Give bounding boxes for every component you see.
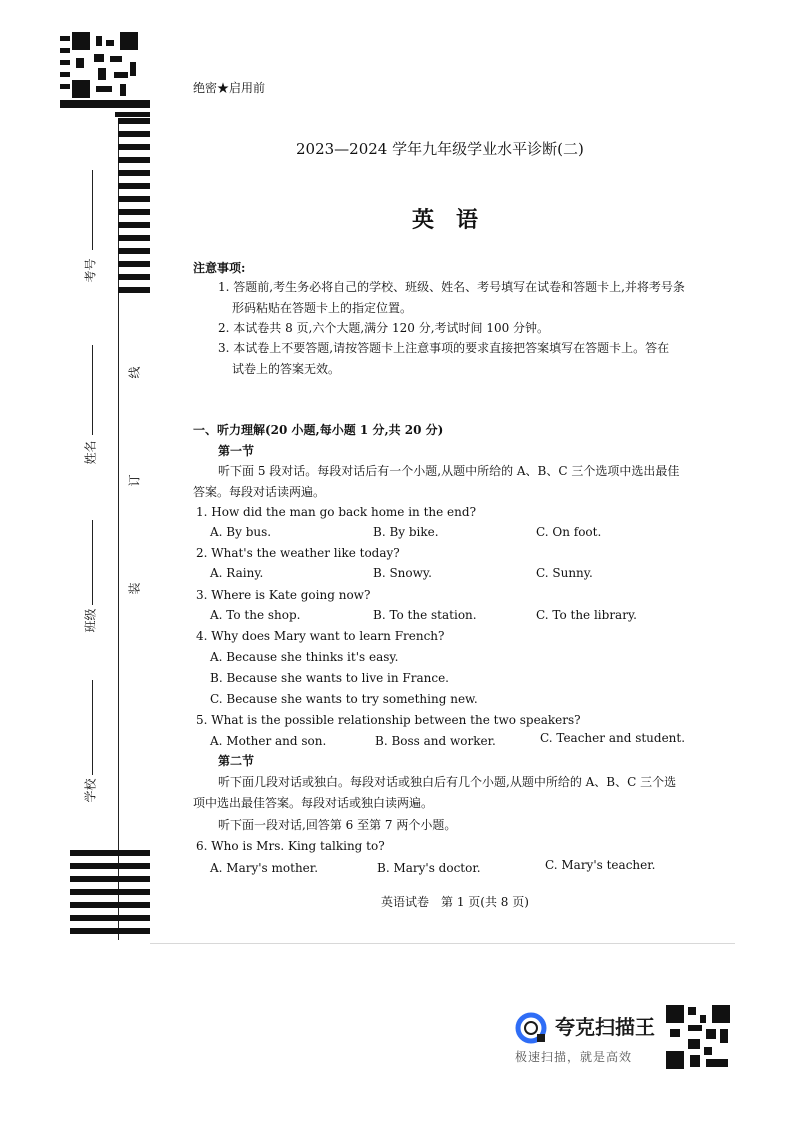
notes-item: 1. 答题前,考生务必将自己的学校、班级、姓名、考号填写在试卷和答题卡上,并将考号条 [218,280,685,294]
option-c: C. Because she wants to try something new. [210,692,478,706]
label-kaohao: 考号 [83,258,98,283]
binding-stripe [118,287,150,293]
page-footer: 英语试卷 第 1 页(共 8 页) [381,895,529,909]
option-a: A. Rainy. [210,566,264,580]
banji-underline [92,520,93,605]
binding-stripe [118,157,150,163]
scanner-logo-icon [515,1012,547,1044]
option-b: B. Because she wants to live in France. [210,671,449,685]
subject-title: 英 语 [412,207,479,233]
label-ding: 订 [127,474,142,487]
binding-stripe [118,222,150,228]
binding-bar [60,60,70,65]
question: 6. Who is Mrs. King talking to? [196,839,385,853]
question: 3. Where is Kate going now? [196,588,371,602]
part-heading: 第二节 [218,754,255,768]
option-b: B. Mary's doctor. [377,861,481,875]
binding-stripe [70,902,150,908]
binding-stripe [118,144,150,150]
scanner-slogan: 极速扫描，就是高效 [515,1050,633,1064]
notes-item: 试卷上的答案无效。 [232,362,341,376]
notes-item: 2. 本试卷共 8 页,六个大题,满分 120 分,考试时间 100 分钟。 [218,321,550,335]
label-xingming: 姓名 [83,440,98,465]
scanner-brand: 夸克扫描王 [555,1015,655,1039]
section-heading: 一、听力理解(20 小题,每小题 1 分,共 20 分) [193,423,444,437]
option-a: A. Because she thinks it's easy. [210,650,399,664]
instruction-text: 项中选出最佳答案。每段对话或独白读两遍。 [193,796,434,810]
binding-stripe [70,928,150,934]
instruction-text: 听下面一段对话,回答第 6 至第 7 两个小题。 [218,818,457,832]
question: 4. Why does Mary want to learn French? [196,629,445,643]
label-banji: 班级 [83,608,98,633]
notes-item: 形码粘贴在答题卡上的指定位置。 [232,301,413,315]
instruction-text: 听下面几段对话或独白。每段对话或独白后有几个小题,从题中所给的 A、B、C 三个选 [218,775,677,789]
binding-bar [60,48,70,53]
binding-stripe [70,876,150,882]
option-b: B. To the station. [373,608,477,622]
binding-stripe [118,196,150,202]
label-zhuang: 装 [127,582,142,595]
footer-divider [150,943,735,944]
qr-code-bottom [666,1005,730,1069]
question: 5. What is the possible relationship between the two speakers? [196,713,581,727]
binding-stripe [118,209,150,215]
option-a: A. To the shop. [210,608,301,622]
part-heading: 第一节 [218,444,255,458]
option-a: A. By bus. [210,525,272,539]
binding-stripe [70,863,150,869]
binding-bar [60,36,70,41]
option-c: C. On foot. [536,525,602,539]
instruction-text: 听下面 5 段对话。每段对话后有一个小题,从题中所给的 A、B、C 三个选项中选出最佳 [218,464,680,478]
option-c: C. To the library. [536,608,637,622]
binding-stripe [118,274,150,280]
option-a: A. Mother and son. [210,734,327,748]
binding-stripe [118,131,150,137]
binding-bar [60,72,70,77]
binding-stripe [70,889,150,895]
binding-bar [60,84,70,89]
option-b: B. Boss and worker. [375,734,496,748]
binding-stripe [118,183,150,189]
binding-stripe [118,235,150,241]
option-c: C. Teacher and student. [540,731,686,745]
option-b: B. Snowy. [373,566,432,580]
label-xian: 线 [127,366,142,379]
binding-line [118,120,119,940]
question: 1. How did the man go back home in the end? [196,505,477,519]
exam-title: 2023—2024 学年九年级学业水平诊断(二) [296,140,584,158]
option-b: B. By bike. [373,525,439,539]
binding-stripe [118,248,150,254]
binding-bar [60,100,150,108]
binding-stripe [118,170,150,176]
xingming-underline [92,345,93,435]
binding-bar [115,112,150,117]
option-c: C. Sunny. [536,566,593,580]
question: 2. What's the weather like today? [196,546,400,560]
qr-code-top [72,32,138,98]
notes-heading: 注意事项: [193,261,246,275]
kaohao-underline [92,170,93,250]
binding-stripe [70,850,150,856]
option-c: C. Mary's teacher. [545,858,656,872]
binding-stripe [70,915,150,921]
xuexiao-underline [92,680,93,775]
label-xuexiao: 学校 [83,778,98,803]
notes-item: 3. 本试卷上不要答题,请按答题卡上注意事项的要求直接把答案填写在答题卡上。答在 [218,341,670,355]
binding-stripe [118,261,150,267]
binding-stripe [118,118,150,124]
option-a: A. Mary's mother. [210,861,319,875]
secret-label: 绝密★启用前 [193,81,266,95]
instruction-text: 答案。每段对话读两遍。 [193,485,326,499]
